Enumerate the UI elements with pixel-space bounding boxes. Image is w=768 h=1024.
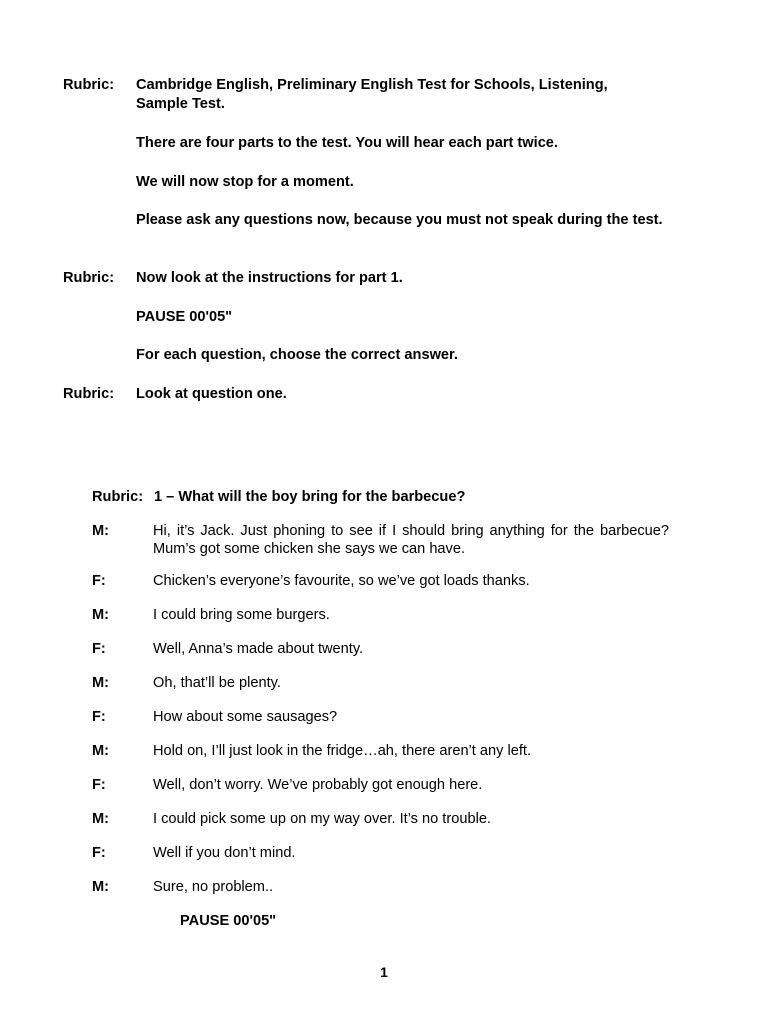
speaker-label: M: — [92, 523, 110, 539]
rubric-text: Now look at the instructions for part 1. — [136, 270, 403, 286]
speaker-label: M: — [92, 675, 110, 691]
dialogue-text: I could pick some up on my way over. It’s no trouble. — [153, 811, 491, 827]
pause-text: PAUSE 00'05" — [136, 309, 233, 325]
dialogue-line — [92, 522, 669, 558]
dialogue-text: Hold on, I’ll just look in the fridge…ah, there aren’t any left. — [153, 743, 532, 759]
instruction-text: Please ask any questions now, because you must not speak during the test. — [136, 212, 663, 228]
dialogue-text: I could bring some burgers. — [153, 607, 330, 623]
dialogue-line — [92, 640, 669, 659]
speaker-label: F: — [92, 709, 106, 725]
speaker-label: F: — [92, 845, 106, 861]
rubric-label: Rubric: — [63, 77, 115, 93]
rubric-label: Rubric: — [63, 386, 115, 402]
speaker-label: M: — [92, 879, 110, 895]
instruction-line — [63, 211, 716, 230]
dialogue-text: How about some sausages? — [153, 709, 338, 725]
rubric-label: Rubric: — [63, 270, 115, 286]
rubric-text: Cambridge English, Preliminary English Test for Schools, Listening, — [136, 77, 608, 93]
rubric-text: Look at question one. — [136, 386, 287, 402]
rubric-block — [63, 269, 716, 288]
dialogue-line — [92, 742, 669, 761]
dialogue-text: Chicken’s everyone’s favourite, so we’ve got loads thanks. — [153, 573, 530, 589]
speaker-label: F: — [92, 777, 106, 793]
speaker-label: M: — [92, 811, 110, 827]
dialogue-text: Well if you don’t mind. — [153, 845, 296, 861]
speaker-label: F: — [92, 641, 106, 657]
question-heading — [92, 488, 465, 507]
instruction-text: For each question, choose the correct answer. — [136, 347, 458, 363]
dialogue-line — [92, 844, 669, 863]
instruction-text: There are four parts to the test. You will hear each part twice. — [136, 135, 558, 151]
rubric-text: Sample Test. — [136, 96, 225, 112]
speaker-label: F: — [92, 573, 106, 589]
dialogue-line — [92, 810, 669, 829]
speaker-label: M: — [92, 607, 110, 623]
speaker-label: M: — [92, 743, 110, 759]
dialogue-line — [92, 606, 669, 625]
page-number: 1 — [380, 964, 388, 980]
dialogue-text: Well, Anna’s made about twenty. — [153, 641, 364, 657]
dialogue-line — [92, 878, 669, 897]
dialogue-line — [92, 708, 669, 727]
dialogue-text: Well, don’t worry. We’ve probably got enough here. — [153, 777, 483, 793]
dialogue-text: Hi, it’s Jack. Just phoning to see if I should bring anything for the barbecue? Mum’s got some chicken she says we can have. — [153, 523, 669, 557]
rubric-label: Rubric: — [92, 489, 144, 505]
question-text: 1 – What will the boy bring for the barbecue? — [154, 489, 466, 505]
instruction-text: We will now stop for a moment. — [136, 174, 354, 190]
instruction-line — [63, 346, 716, 365]
dialogue-line — [92, 776, 669, 795]
rubric-block — [63, 385, 716, 404]
dialogue-line — [92, 674, 669, 693]
dialogue-text: Oh, that’ll be plenty. — [153, 675, 281, 691]
dialogue-line — [92, 572, 669, 591]
instruction-line — [63, 134, 716, 153]
dialogue-text: Sure, no problem.. — [153, 879, 274, 895]
pause-text: PAUSE 00'05" — [180, 913, 277, 929]
rubric-block — [63, 76, 716, 114]
instruction-line — [63, 173, 716, 192]
pause-line — [63, 308, 716, 327]
